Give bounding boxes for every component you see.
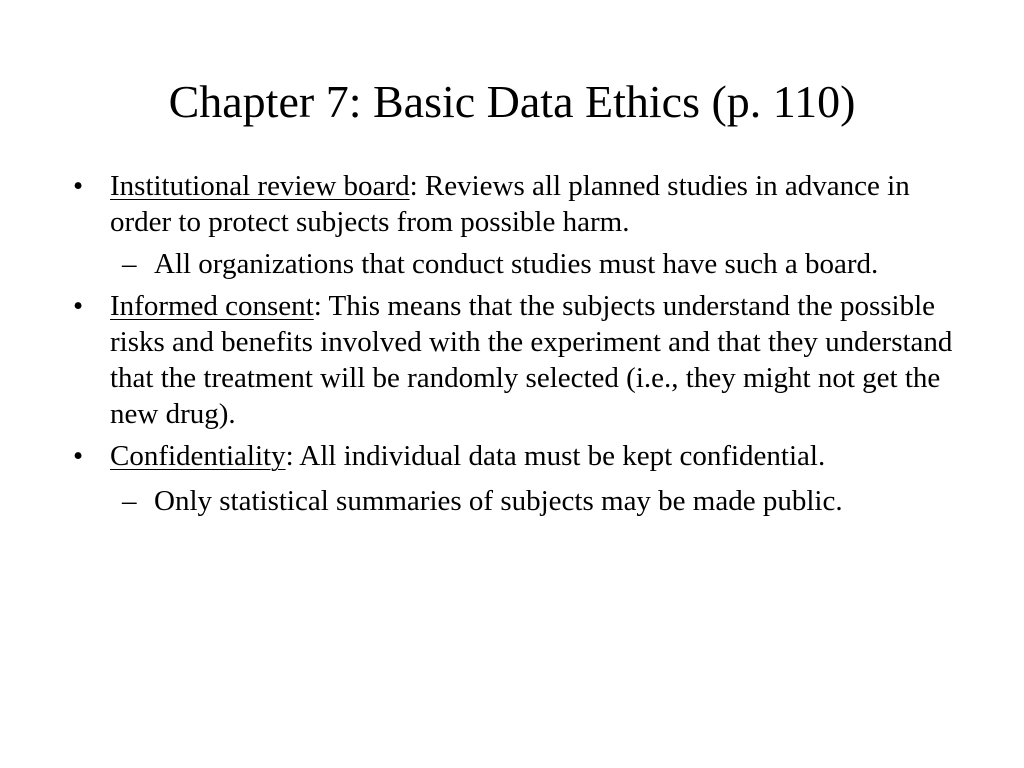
bullet-confidentiality <box>60 438 970 474</box>
sub-bullet-text: All organizations that conduct studies must have such a board. <box>154 248 879 280</box>
bullet-institutional-review-board <box>60 168 970 240</box>
slide-body <box>60 168 970 528</box>
sub-bullet-statistical-summaries <box>60 480 970 522</box>
bullet-term: Institutional review board <box>110 170 410 202</box>
bullet-text: : Reviews all planned studies in advance in order to protect subjects from possible harm. <box>110 170 910 238</box>
bullet-marker: • <box>73 440 84 472</box>
bullet-text: : This means that the subjects understand the possible risks and benefits involved with the experiment and that they understand that the treatment will be randomly selected (i.e., they might not get the new drug). <box>110 290 953 430</box>
slide-title: Chapter 7: Basic Data Ethics (p. 110) <box>168 76 856 127</box>
bullet-term: Confidentiality <box>110 440 286 472</box>
sub-bullet-text: Only statistical summaries of subjects may be made public. <box>154 485 843 517</box>
dash-marker: – <box>122 485 137 517</box>
bullet-informed-consent <box>60 288 970 432</box>
bullet-marker: • <box>73 290 84 322</box>
bullet-term: Informed consent <box>110 290 314 322</box>
bullet-marker: • <box>73 170 84 202</box>
bullet-text: : All individual data must be kept confidential. <box>285 440 826 472</box>
sub-bullet-board-requirement <box>60 246 970 282</box>
dash-marker: – <box>122 248 137 280</box>
